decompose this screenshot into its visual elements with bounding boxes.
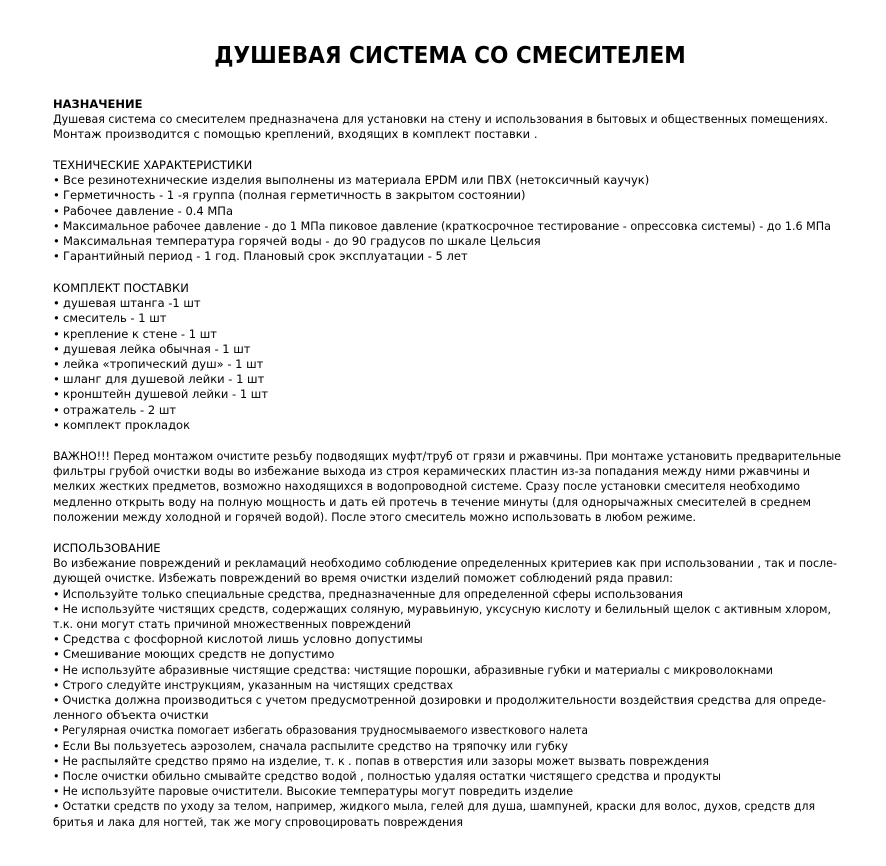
list-item: • Регулярная очистка помогает избегать образования трудносмываемого известкового налета: [53, 723, 588, 738]
important-line: положении между холодной и горячей водой). После этого смеситель можно использовать в любом режиме.: [53, 509, 696, 524]
specs-section: [53, 158, 853, 264]
important-line: мелких жестких предметов, возможно находящихся в водопроводной системе. Сразу после установки смесителя необходимо: [53, 479, 800, 494]
important-section: [53, 449, 853, 525]
list-item: • Не используйте абразивные чистящие средства: чистящие порошки, абразивные губки и материалы с микроволокнами: [53, 662, 774, 677]
important-line: ВАЖНО!!! Перед монтажом очистите резьбу подводящих муфт/труб от грязи и ржавчины. При монтаже установить предварительные: [53, 449, 841, 463]
list-item: • крепление к стене - 1 шт: [53, 326, 217, 341]
list-item: • Не используйте чистящих средств, содержащих соляную, муравьиную, уксусную кислоту и белильный щелок с активным хлором,: [53, 601, 831, 616]
kit-section: [53, 281, 853, 433]
list-item: • шланг для душевой лейки - 1 шт: [53, 372, 265, 387]
usage-list: [53, 587, 853, 830]
purpose-line: Душевая система со смесителем предназначена для установки на стену и использования в бытовых и общественных помещениях.: [53, 112, 828, 127]
list-item: • душевая штанга -1 шт: [53, 296, 201, 311]
list-item-continuation: т.к. они могут стать причиной множественных повреждений: [53, 617, 411, 632]
usage-intro-line: дующей очистке. Избежать повреждений во время очистки изделий поможет соблюдений ряда правил:: [53, 571, 674, 586]
list-item: • Средства с фосфорной кислотой лишь условно допустимы: [53, 632, 423, 647]
list-item: • Гарантийный период - 1 год. Плановый срок эксплуатации - 5 лет: [53, 249, 468, 264]
list-item: • отражатель - 2 шт: [53, 402, 177, 417]
list-item-continuation: ленного объекта очистки: [53, 708, 209, 723]
list-item: • Строго следуйте инструкциям, указанным на чистящих средствах: [53, 677, 453, 692]
list-item: • Рабочее давление - 0.4 МПа: [53, 203, 234, 218]
list-item: • Очистка должна производиться с учетом предусмотренной дозировки и продолжительности воздействия средства для опреде-: [53, 693, 826, 708]
purpose-section: [53, 97, 853, 143]
list-item: • Максимальная температура горячей воды - до 90 градусов по шкале Цельсия: [53, 234, 541, 249]
list-item: • Максимальное рабочее давление - до 1 МПа пиковое давление (краткосрочное тестирование - опрессовка системы) - до 1.6 МПа: [53, 218, 832, 233]
list-item: • После очистки обильно смывайте средство водой , полностью удаляя остатки чистящего средства и продукты: [53, 769, 721, 784]
important-line: фильтры грубой очистки воды во избежание выхода из строя керамических пластин из-за попадания между ними ржавчины и: [53, 464, 811, 479]
purpose-heading: НАЗНАЧЕНИЕ: [53, 97, 143, 111]
list-item: • лейка «тропический душ» - 1 шт: [53, 357, 264, 372]
list-item: • смеситель - 1 шт: [53, 311, 167, 326]
list-item: • Не используйте паровые очистители. Высокие температуры могут повредить изделие: [53, 784, 573, 799]
list-item: • Если Вы пользуетесь аэрозолем, сначала распылите средство на тряпочку или губку: [53, 738, 569, 753]
kit-list: [53, 296, 853, 433]
list-item: • Не распыляйте средство прямо на изделие, т. к . попав в отверстия или зазоры может вызвать повреждения: [53, 753, 710, 768]
important-line: медленно открыть воду на полную мощность и дать ей протечь в течение минуты (для однорычажных смесителей в среднем: [53, 494, 811, 509]
list-item: • кронштейн душевой лейки - 1 шт: [53, 387, 269, 402]
list-item: • Смешивание моющих средств не допустимо: [53, 647, 335, 662]
list-item: • комплект прокладок: [53, 417, 191, 432]
specs-heading: ТЕХНИЧЕСКИЕ ХАРАКТЕРИСТИКИ: [53, 158, 253, 172]
list-item: • Все резинотехнические изделия выполнены из материала EPDM или ПВХ (нетоксичный каучук): [53, 173, 650, 188]
list-item-continuation: бритья и лака для ногтей, так же могу спровоцировать повреждения: [53, 814, 463, 829]
purpose-line: Монтаж производится с помощью креплений, входящих в комплект поставки .: [53, 127, 538, 142]
specs-list: [53, 173, 853, 264]
usage-heading: ИСПОЛЬЗОВАНИЕ: [53, 541, 161, 555]
page-title: ДУШЕВАЯ СИСТЕМА СО СМЕСИТЕЛЕМ: [214, 43, 686, 69]
usage-intro-line: Во избежание повреждений и рекламаций необходимо соблюдение определенных критериев как при использовании , так и после-: [53, 556, 838, 571]
usage-section: [53, 541, 853, 830]
list-item: • Остатки средств по уходу за телом, например, жидкого мыла, гелей для душа, шампуней, краски для волос, духов, средств для: [53, 799, 816, 814]
list-item: • Используйте только специальные средства, предназначенные для определенной сферы использования: [53, 586, 684, 601]
list-item: • Герметичность - 1 -я группа (полная герметичность в закрытом состоянии): [53, 188, 526, 203]
list-item: • душевая лейка обычная - 1 шт: [53, 341, 251, 356]
kit-heading: КОМПЛЕКТ ПОСТАВКИ: [53, 281, 189, 295]
